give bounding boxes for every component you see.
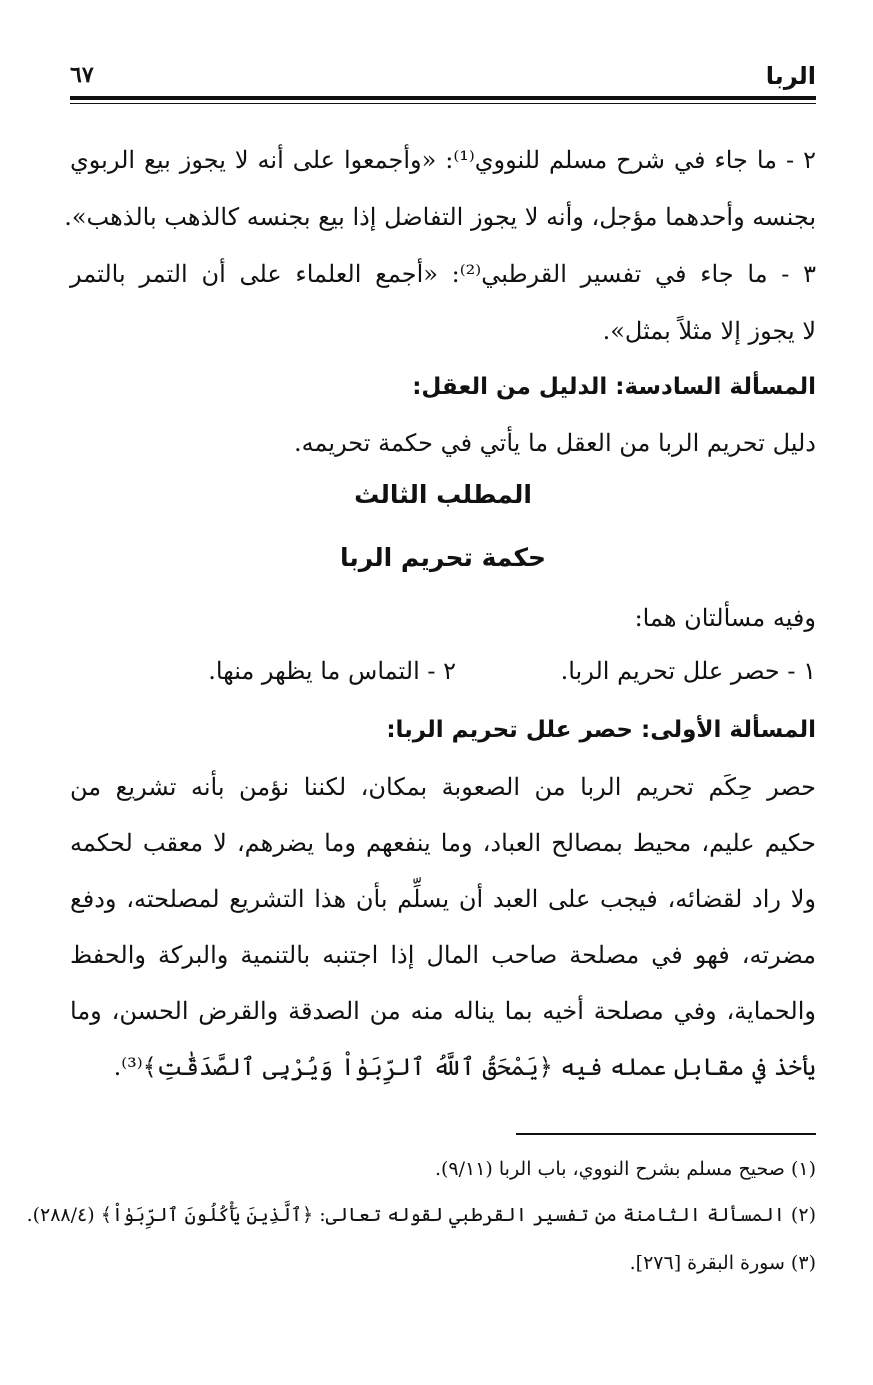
paragraph-line: حكيم عليم، محيط بمصالح العباد، وما ينفعهم وما يضرهم، لا معقب لحكمه [70, 829, 816, 857]
list-item: ٢ - التماس ما يظهر منها. [208, 657, 456, 685]
footnote-separator [516, 1133, 816, 1135]
section-heading: المطلب الثالث [354, 480, 532, 509]
paragraph-line: يأخذ في مقابل عمله فيه ﴿يَمْحَقُ ٱللَّهُ ٱلرِّبَوٰاْ وَيُرْبِى ٱلصَّدَقَٰتِ﴾⁽³⁾. [113, 1053, 816, 1081]
book-page [26, 0, 816, 1385]
issue-heading: المسألة السادسة: الدليل من العقل: [412, 374, 816, 400]
running-title: الربا [765, 62, 816, 90]
list-item: ١ - حصر علل تحريم الربا. [560, 657, 816, 685]
section-title: حكمة تحريم الربا [339, 543, 547, 572]
page-number: ٦٧ [70, 62, 94, 88]
body-line: لا يجوز إلا مثلاً بمثل». [602, 317, 816, 345]
body-line: دليل تحريم الربا من العقل ما يأتي في حكمة تحريمه. [294, 429, 816, 457]
page-header [70, 58, 816, 98]
footnote: (٢) المسألة الثامنة من تفسير القرطبي لقوله تعالى: ﴿ٱلَّذِينَ يَأْكُلُونَ ٱلرِّبَوٰاْ﴾ (٢٨٨/٤). [26, 1204, 816, 1226]
footnote: (١) صحيح مسلم بشرح النووي، باب الربا (٩/١١). [434, 1158, 816, 1180]
body-line: ٣ - ما جاء في تفسير القرطبي⁽²⁾: «أجمع العلماء على أن التمر بالتمر [70, 260, 816, 288]
paragraph-line: حصر حِكَم تحريم الربا من الصعوبة بمكان، لكننا نؤمن بأنه تشريع من [70, 773, 816, 801]
body-line: ٢ - ما جاء في شرح مسلم للنووي⁽¹⁾: «وأجمعوا على أنه لا يجوز بيع الربوي [70, 146, 816, 174]
issue-heading: المسألة الأولى: حصر علل تحريم الربا: [386, 717, 816, 743]
footnote: (٣) سورة البقرة [٢٧٦]. [629, 1252, 816, 1274]
paragraph-line: والحماية، وفي مصلحة أخيه بما يناله منه من الصدقة والقرض الحسن، وما [70, 997, 816, 1025]
header-rule [70, 96, 816, 100]
intro-line: وفيه مسألتان هما: [634, 604, 816, 632]
paragraph-line: مضرته، فهو في مصلحة صاحب المال إذا اجتنبه بالتنمية والبركة والحفظ [70, 941, 816, 969]
body-line: بجنسه وأحدهما مؤجل، وأنه لا يجوز التفاضل إذا بيع بجنسه كالذهب بالذهب». [64, 203, 816, 231]
header-rule-thin [70, 103, 816, 104]
paragraph-line: ولا راد لقضائه، فيجب على العبد أن يسلِّم بأن هذا التشريع لمصلحته، ودفع [70, 885, 816, 913]
